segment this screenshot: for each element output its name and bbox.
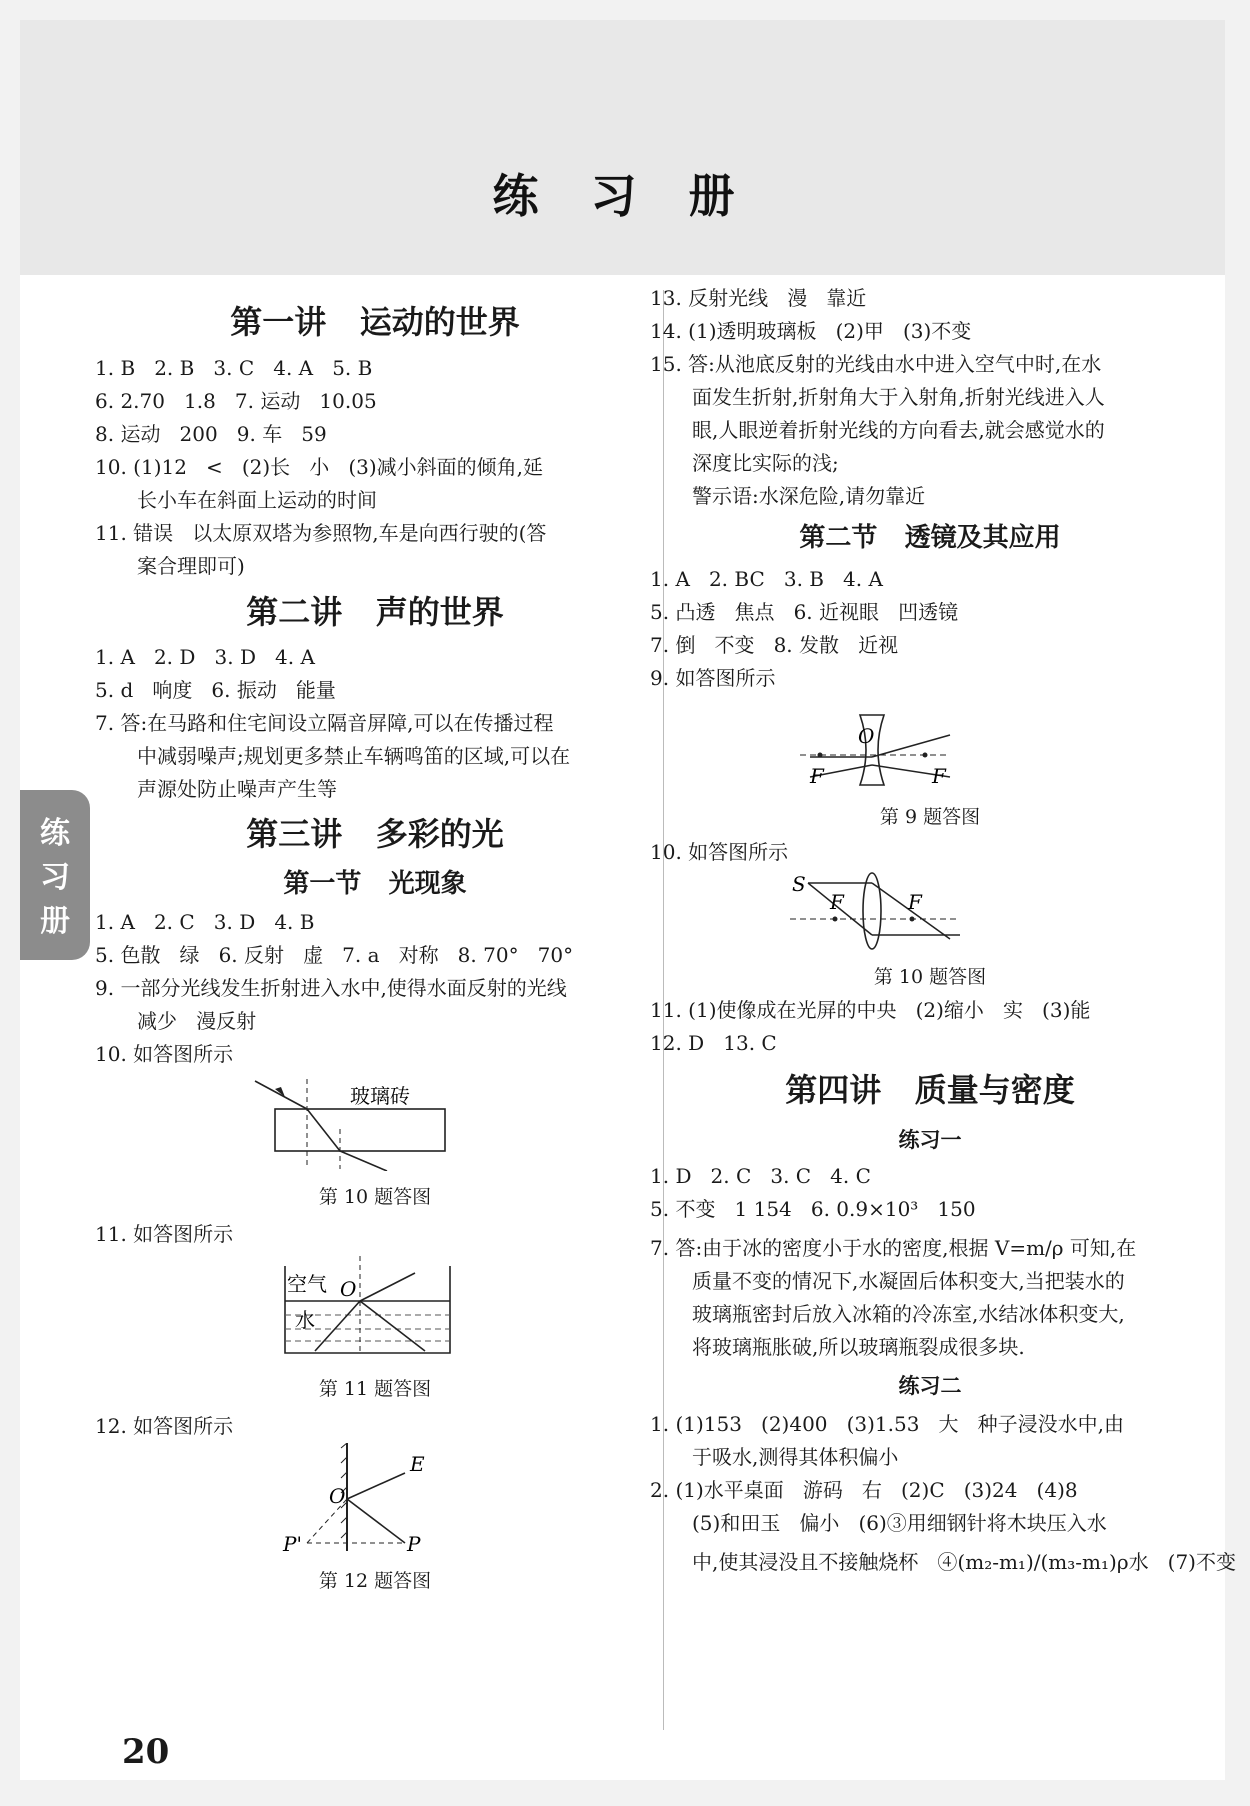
answer-line: 1. A 2. BC 3. B 4. A bbox=[650, 567, 883, 591]
answer-line: 7. 倒 不变 8. 发散 近视 bbox=[650, 633, 899, 657]
answer-line: 1. A 2. C 3. D 4. B bbox=[95, 910, 315, 934]
figure-caption: 第 12 题答图 bbox=[318, 1570, 432, 1592]
right-column bbox=[650, 282, 1236, 1579]
answer-line: 案合理即可) bbox=[137, 554, 245, 578]
side-tab-char: 练 bbox=[40, 816, 70, 851]
side-tab-char: 习 bbox=[40, 860, 70, 895]
fig11-water: 水 bbox=[295, 1308, 315, 1332]
figure-plane-mirror bbox=[95, 1443, 655, 1555]
answer-line: 于吸水,测得其体积偏小 bbox=[692, 1445, 899, 1469]
fig9-F-left: F bbox=[810, 764, 824, 788]
fig12-P-image: P' bbox=[283, 1532, 302, 1555]
answer-line: 7. 答:由于冰的密度小于水的密度,根据 V=m/ρ 可知,在 bbox=[650, 1236, 1137, 1260]
fig10-S: S bbox=[792, 872, 806, 896]
fig10-F-left: F bbox=[830, 890, 844, 914]
figure-caption: 第 11 题答图 bbox=[318, 1378, 432, 1400]
answer-line: (5)和田玉 偏小 (6)③用细钢针将木块压入水 bbox=[692, 1511, 1107, 1535]
answer-line: 10. 如答图所示 bbox=[650, 840, 789, 864]
fig12-O: O bbox=[329, 1484, 346, 1508]
figure-concave-lens bbox=[650, 695, 1210, 791]
left-column bbox=[95, 290, 655, 1598]
answer-line: 11. 如答图所示 bbox=[95, 1222, 234, 1246]
answer-line: 12. 如答图所示 bbox=[95, 1414, 234, 1438]
fig11-O: O bbox=[340, 1277, 357, 1301]
answer-line: 减少 漫反射 bbox=[137, 1009, 257, 1033]
heading-lecture1: 第一讲 运动的世界 bbox=[230, 303, 520, 341]
fig9-F-right: F bbox=[932, 764, 946, 788]
answer-line: 5. 不变 1 154 6. 0.9×10³ 150 bbox=[650, 1197, 976, 1221]
heading-section2: 第二节 透镜及其应用 bbox=[799, 523, 1061, 553]
answer-line: 深度比实际的浅; bbox=[692, 451, 839, 475]
answer-line: 7. 答:在马路和住宅间设立隔音屏障,可以在传播过程 bbox=[95, 711, 554, 735]
answer-line: 中,使其浸没且不接触烧杯 ④(m₂-m₁)/(m₃-m₁)ρ水 (7)不变 bbox=[692, 1550, 1236, 1574]
answer-line: 1. A 2. D 3. D 4. A bbox=[95, 645, 315, 669]
answer-line: 10. (1)12 < (2)长 小 (3)减小斜面的倾角,延 bbox=[95, 455, 544, 479]
answer-line: 眼,人眼逆着折射光线的方向看去,就会感觉水的 bbox=[692, 418, 1105, 442]
fig12-P: P bbox=[407, 1532, 421, 1555]
figure-convex-lens bbox=[650, 869, 1210, 951]
heading-exercise2: 练习二 bbox=[898, 1374, 962, 1398]
fig11-air: 空气 bbox=[287, 1272, 327, 1296]
answer-line: 8. 运动 200 9. 车 59 bbox=[95, 422, 327, 446]
answer-line: 11. (1)使像成在光屏的中央 (2)缩小 实 (3)能 bbox=[650, 998, 1091, 1022]
side-tab-char: 册 bbox=[40, 904, 70, 939]
fig9-O: O bbox=[858, 724, 875, 748]
heading-lecture2: 第二讲 声的世界 bbox=[246, 593, 504, 631]
answer-line: 1. B 2. B 3. C 4. A 5. B bbox=[95, 356, 373, 380]
answer-line: 10. 如答图所示 bbox=[95, 1042, 234, 1066]
side-tab bbox=[20, 790, 90, 960]
header-banner bbox=[20, 20, 1225, 275]
answer-line: 9. 一部分光线发生折射进入水中,使得水面反射的光线 bbox=[95, 976, 567, 1000]
answer-line: 13. 反射光线 漫 靠近 bbox=[650, 286, 867, 310]
fig10-F-right: F bbox=[908, 890, 922, 914]
page-title: 练 习 册 bbox=[492, 169, 753, 223]
answer-line: 质量不变的情况下,水凝固后体积变大,当把装水的 bbox=[692, 1269, 1125, 1293]
answer-line: 玻璃瓶密封后放入冰箱的冷冻室,水结冰体积变大, bbox=[692, 1302, 1125, 1326]
answer-line: 11. 错误 以太原双塔为参照物,车是向西行驶的(答 bbox=[95, 521, 547, 545]
answer-line: 14. (1)透明玻璃板 (2)甲 (3)不变 bbox=[650, 319, 972, 343]
page-number: 20 bbox=[122, 1732, 170, 1772]
answer-line: 长小车在斜面上运动的时间 bbox=[137, 488, 377, 512]
answer-line: 声源处防止噪声产生等 bbox=[137, 777, 337, 801]
figure-caption: 第 9 题答图 bbox=[879, 806, 981, 828]
answer-line: 12. D 13. C bbox=[650, 1031, 777, 1055]
answer-line: 面发生折射,折射角大于入射角,折射光线进入人 bbox=[692, 385, 1105, 409]
heading-lecture4: 第四讲 质量与密度 bbox=[785, 1071, 1075, 1109]
answer-line: 5. 凸透 焦点 6. 近视眼 凹透镜 bbox=[650, 600, 959, 624]
answer-line: 5. 色散 绿 6. 反射 虚 7. a 对称 8. 70° 70° bbox=[95, 943, 574, 967]
heading-section1: 第一节 光现象 bbox=[283, 869, 467, 899]
answer-line: 1. (1)153 (2)400 (3)1.53 大 种子浸没水中,由 bbox=[650, 1412, 1124, 1436]
answer-line: 警示语:水深危险,请勿靠近 bbox=[692, 484, 926, 508]
heading-lecture3: 第三讲 多彩的光 bbox=[246, 815, 504, 853]
page bbox=[20, 20, 1236, 1780]
answer-line: 2. (1)水平桌面 游码 右 (2)C (3)24 (4)8 bbox=[650, 1478, 1078, 1502]
fig12-E: E bbox=[410, 1452, 425, 1476]
figure-caption: 第 10 题答图 bbox=[318, 1186, 432, 1208]
answer-line: 将玻璃瓶胀破,所以玻璃瓶裂成很多块. bbox=[692, 1335, 1025, 1359]
answer-line: 中减弱噪声;规划更多禁止车辆鸣笛的区域,可以在 bbox=[137, 744, 571, 768]
figure-caption: 第 10 题答图 bbox=[873, 966, 987, 988]
figure-air-water bbox=[95, 1251, 655, 1363]
answer-line: 1. D 2. C 3. C 4. C bbox=[650, 1164, 871, 1188]
heading-exercise1: 练习一 bbox=[898, 1128, 962, 1152]
answer-line: 6. 2.70 1.8 7. 运动 10.05 bbox=[95, 389, 377, 413]
answer-line: 5. d 响度 6. 振动 能量 bbox=[95, 678, 336, 702]
answer-line: 15. 答:从池底反射的光线由水中进入空气中时,在水 bbox=[650, 352, 1102, 376]
figure-glass-brick bbox=[95, 1071, 655, 1171]
answer-line: 9. 如答图所示 bbox=[650, 666, 776, 690]
fig10-label: 玻璃砖 bbox=[350, 1084, 410, 1108]
